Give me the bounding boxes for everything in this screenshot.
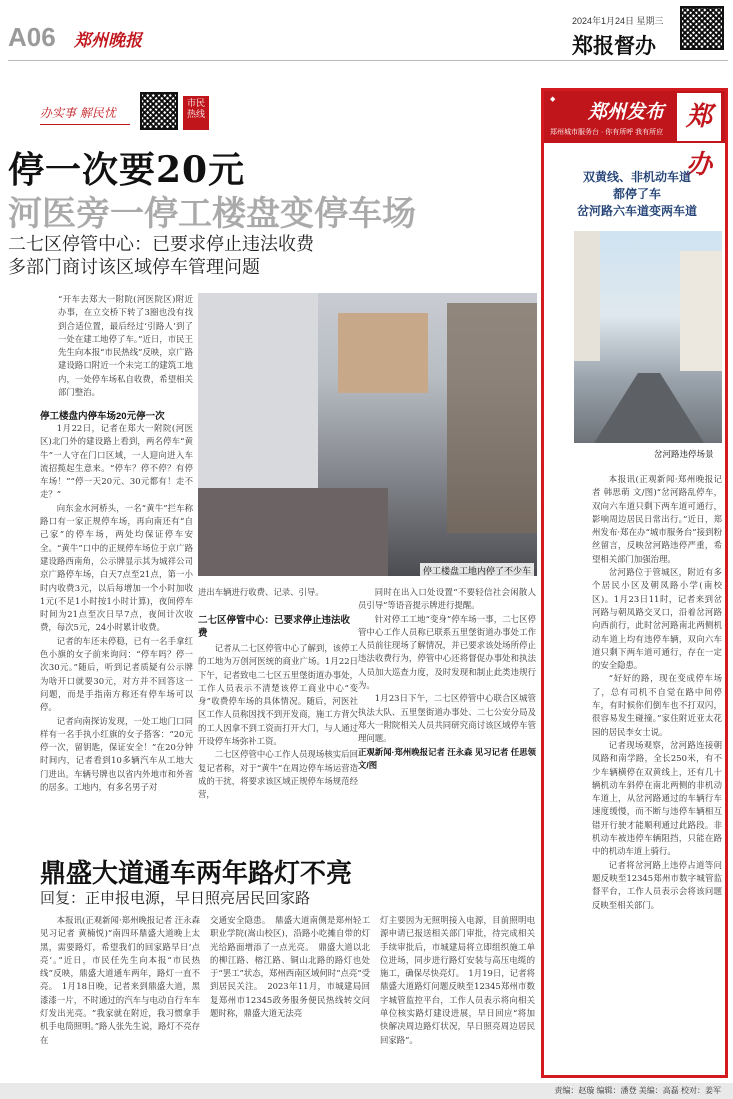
story1-column-2-top: 进出车辆进行收费、记录、引导。 [198, 587, 324, 597]
photo-building-2 [338, 313, 428, 393]
sidebar-headline-line: 岔河路六车道变两车道 [576, 204, 697, 218]
story1-subheadline-1: 二七区停管中心：已要求停止违法收费 [8, 234, 314, 254]
sidebar-headline [552, 169, 722, 220]
street-parking-photo [574, 231, 722, 443]
paragraph: 本报讯(正观新闻·郑州晚报记者 韩思萌 文/图)“岔河路乱停车，双向六车道只剩下两车道可通行，影响周边居民日常出行。”近日，郑州发布·郑在办“城市服务台”接到粉丝留言，反映岔河路违停严重，希望相关部门加强治理。 [592, 474, 722, 564]
photo-roof [198, 488, 388, 576]
paragraph: 记者的车还未停稳，已有一名手拿红色小旗的女子前来询问：“停车吗？停一次30元。”随后，听到记者质疑有公示牌为啥开口就要30元，对方并不回答这一问题，而是手指南方称还有停车场可以停。 [40, 635, 193, 713]
sidebar-brand: 郑州发布 [588, 101, 665, 123]
paragraph: 同时在出入口处设置“不要轻信社会闲散人员引导”等语音提示牌进行提醒。 [358, 587, 536, 611]
story1-subhead-2: 二七区停管中心：已要求停止违法收费 [198, 615, 351, 639]
section-title: 郑报督办 [572, 35, 656, 58]
story2-headline: 鼎盛大道通车两年路灯不亮 [40, 859, 353, 889]
story1-subheadline-2: 多部门商讨该区域停车管理问题 [8, 257, 260, 277]
hotline-qr-code-icon[interactable] [140, 92, 178, 130]
story1-column-3 [358, 586, 536, 842]
paragraph: 二七区停管中心工作人员现场核实后回复记者称，对于“黄牛”在周边停车场运营造成的干扰，将要求该区域正规停车场规范经营， [198, 749, 358, 800]
paragraph: 1月23日下午，二七区停管中心联合区城管执法大队、五里堡街道办事处、二七公安分局及郑大一附院相关人员共同研究商讨该区域停车管理问题。 [358, 693, 536, 744]
story2-column-3: 灯主要因为无照明接入电源，目前照明电源申请已报送相关部门审批，待完成相关手续审批后，市城建局将立即组织施工单位进场，同步进行路灯安装与高压电缆的施工，确保尽快亮灯。 1月19日，记者将鼎盛大道路灯问题反映至12345郑州市数字城管监控平台，工作人员表示将向相关单位核实路灯建设进展，早日回应“将加快解决周边路灯状况，早日照亮周边居民回家路”。 [380, 915, 535, 1045]
story1-headline-2: 河医旁一停工楼盘变停车场 [8, 194, 416, 234]
sidebar-body [592, 473, 722, 1073]
photo-road [594, 373, 704, 443]
paragraph: 记者现场观察，岔河路连接朝凤路和南学路，全长250米，有不少车辆横停在双黄线上，还有几十辆机动车斜停在南北两侧的非机动车道上，从岔河路通过的车辆行车速度缓慢，而不断与违停车辆相互错开行驶才能顺利通过此路段。非机动车被违停车辆阻挡，只能在路中的机动车道上骑行。 [592, 739, 722, 857]
page-header [0, 0, 733, 58]
paragraph: “好好的路，现在变成停车场了，总有司机不自觉在路中间停车，有时候你们倒车也不打双闪，很容易发生碰撞。”家住附近亚太花园的居民李女士说。 [592, 673, 722, 737]
story2-column-1: 本报讯(正观新闻·郑州晚报记者 汪永森 见习记者 黄楠悦)“南四环鼎盛大道晚上太黑，需要路灯，希望我们的回家路早日‘点亮’。”近日，市民任先生向本报“市民热线”反映，鼎盛大道通车两年，路灯一直不亮。 1月18日晚，记者来到鼎盛大道，黑漆漆一片，不时通过的汽车与电动自行车车灯发出光亮。“我家就在附近，我习惯拿手机手电筒照明。”路人张先生说，路灯不亮存在 [40, 915, 200, 1045]
paragraph: 向东金水河桥头，一名“黄牛”拦车称路口有一家正规停车场，再向南还有“自己家”的停车场，两处均保证停车安全。“黄牛”口中的正规停车场位于京广路建设路西南角，公示牌显示其为城祥公司京广路停车场，白天7点至21点，第一小时内收费3元，以后每增加一个小时加收1元(不足1小时按1小时计算)，夜间停车时间为21点至次日早7点，夜间计次收费，每次5元，24小时累计收费。 [40, 502, 193, 633]
sidebar-panel [541, 88, 728, 1078]
zhengzhou-logo-icon: ◆ [550, 96, 556, 103]
parking-lot-photo [198, 293, 537, 576]
slogan-underline [40, 124, 130, 125]
sidebar-tagline: 郑州城市服务台 · 你有所呼 我有所应 [550, 129, 664, 136]
editor-credits: 责编：赵璇 编辑：潘登 美编：高磊 校对：姜军 [554, 1086, 721, 1095]
story1-column-2 [198, 642, 358, 842]
hotline-badge: 市民热线 [183, 96, 209, 130]
sidebar-headline-line: 都停了车 [612, 187, 661, 201]
story1-column-1 [40, 422, 193, 842]
story1-headline: 停一次要20元 [8, 149, 246, 191]
photo-building [198, 293, 318, 503]
paragraph: 岔河路位于管城区，附近有多个居民小区及朝凤路小学(南校区)。1月23日11时，记者来到岔河路与朝凤路交叉口，沿着岔河路向西前行，此时岔河路南北两侧机动车道上均有违停车辆，双向六车道只剩下两车道可通行，存在一定的安全隐患。 [592, 567, 722, 671]
paragraph: 记者将岔河路上违停占道等问题反映至12345郑州市数字城管监督平台，工作人员表示会将该问题反映至相关部门。 [592, 859, 722, 910]
sidebar-headline-line: 双黄线、非机动车道 [582, 170, 691, 184]
qr-code-icon[interactable] [680, 6, 724, 50]
story1-lead: “开车去郑大一附院(河医院区)附近办事，在立交桥下转了3圈也没有找到合适位置，最后经过‘引路人’到了一处在建工地停了车。”近日，市民王先生向本报“市民热线”反映，京广路建设路口附近一个未完工的建筑工地内，一处停车场私自收费，希望相关部门整治。 [58, 294, 193, 398]
story1-subhead-1: 停工楼盘内停车场20元停一次 [40, 411, 165, 422]
story2-column-2: 交通安全隐患。 鼎盛大道南侧是郑州轻工职业学院(嵩山校区)，沿路小吃摊自带的灯光给路面增添了一点光亮。 鼎盛大道以北的柳江路、榕江路、铜山北路的路灯也处于“罢工”状态，郑州西南区域何时“点亮”受到居民关注。 2023年11月，市城建局回复郑州市12345政务服务便民热线转交问题时称，鼎盛大道无法亮 [210, 915, 370, 1019]
page-number: A06 [8, 22, 56, 52]
header-divider [8, 60, 728, 61]
story1-byline: 正观新闻·郑州晚报记者 汪永森 见习记者 任思领 文/图 [358, 746, 536, 770]
paragraph: 针对停工工地“变身”停车场一事，二七区停管中心工作人员称已联系五里堡街道办事处工作人员前往现场了解情况，并已要求该处场所停止违法收费行为，停管中心还将督促办事处和执法人员加大巡查力度，及时发现和制止此类违规行为。 [358, 613, 536, 691]
story2-subheadline: 回复：正申报电源，早日照亮居民回家路 [40, 890, 311, 907]
masthead-logo: 郑州晚报 [74, 31, 142, 51]
photo-building [574, 231, 600, 361]
page-footer [0, 1083, 733, 1099]
photo-trees [447, 303, 537, 533]
sidebar-badge: 郑办 [677, 93, 721, 141]
paragraph: 记者从二七区停管中心了解到，该停工的工地为万创河医统的商业广场。1月22日下午，记者致电二七区五里堡街道办事处，工作人员表示不清楚该停工商业中心“变身”收费停车场的具体情况。随后，河医社区工作人员称因找不到开发商，施工方背欠的工人因拿不到工资而打开大门，与人通过开设停车场弥补工资。 [198, 643, 358, 747]
paragraph: 记者向南探访发现，一处工地门口同样有一名手执小红旗的女子搭客：“20元停一次，留钥匙，保证安全！”在20分钟时间内，记者看到10多辆汽车从工地大门进出。车辆号牌也以省内外地市和外省的居多。工地内，有多名男子对 [40, 715, 193, 793]
issue-date: 2024年1月24日 星期三 [572, 16, 664, 26]
photo-caption: 停工楼盘工地内停了不少车 [420, 563, 534, 578]
paragraph: 1月22日，记者在郑大一附院(河医区)北门外的建设路上看到，两名停车“黄牛”一人守在门口区域，一人迎向进入车流招揽起生意来。“停车？停不停？有停车场！”“停一天20元、30元都有！走不走？” [40, 423, 193, 500]
photo-building-2 [680, 251, 722, 371]
column-slogan: 办实事 解民忧 [40, 106, 116, 120]
sidebar-photo-caption: 岔河路违停场景 [654, 449, 714, 459]
